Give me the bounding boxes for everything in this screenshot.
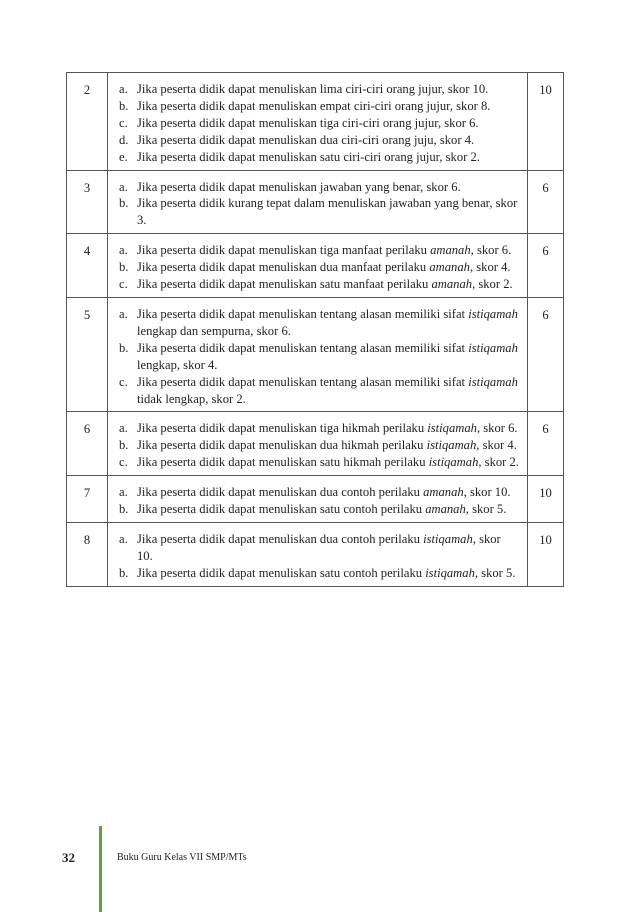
item-letter: c. (119, 374, 128, 389)
max-score: 6 (528, 412, 564, 476)
scoring-criteria (108, 234, 528, 298)
max-score: 6 (528, 234, 564, 298)
list-item (116, 276, 519, 293)
italic-term: istiqamah, (425, 565, 479, 580)
criteria-list (116, 306, 519, 407)
item-text: , skor 5. (465, 502, 507, 517)
criteria-list (116, 420, 519, 471)
italic-term: istiqamah (426, 438, 477, 453)
table-row (67, 170, 564, 234)
list-item (116, 195, 519, 229)
list-item (116, 306, 519, 340)
criteria-list (116, 484, 519, 518)
item-text: Jika peserta didik kurang tepat dalam menuliskan jawaban yang benar, skor 3. (137, 196, 518, 228)
item-text: Jika peserta didik dapat menuliskan dua hikmah perilaku (137, 438, 427, 453)
scoring-criteria (108, 297, 528, 411)
item-letter: e. (119, 149, 128, 164)
item-text: Jika peserta didik dapat menuliskan tiga ciri-ciri orang jujur, skor 6. (137, 115, 479, 130)
item-text: , skor 4. (469, 260, 511, 275)
item-text: lengkap dan sempurna, skor 6. (137, 323, 291, 338)
italic-term: amanah (423, 485, 464, 500)
item-text: Jika peserta didik dapat menuliskan tentang alasan memiliki sifat (137, 374, 469, 389)
italic-term: istiqamah (468, 306, 518, 321)
item-letter: a. (119, 179, 128, 194)
list-item (116, 531, 519, 565)
item-text: , skor 2. (472, 277, 513, 292)
list-item (116, 179, 519, 196)
italic-term: istiqamah (468, 374, 518, 389)
table-row (67, 73, 564, 171)
italic-term: amanah (425, 502, 466, 517)
item-letter: a. (119, 421, 128, 436)
table-row (67, 297, 564, 411)
table-row (67, 234, 564, 298)
item-text: Jika peserta didik dapat menuliskan dua ciri-ciri orang juju, skor 4. (137, 132, 475, 147)
item-text: Jika peserta didik dapat menuliskan empat ciri-ciri orang jujur, skor 8. (137, 98, 491, 113)
criteria-list (116, 531, 519, 582)
item-text: , skor 6. (470, 243, 512, 258)
item-text: Jika peserta didik dapat menuliskan tiga manfaat perilaku (137, 243, 431, 258)
item-text: tidak lengkap, skor 2. (137, 391, 246, 406)
list-item (116, 242, 519, 259)
scoring-criteria (108, 522, 528, 586)
list-item (116, 81, 519, 98)
item-text: Jika peserta didik dapat menuliskan jawaban yang benar, skor 6. (137, 179, 461, 194)
rubric-table-body (67, 73, 564, 587)
item-text: skor 6. (480, 421, 518, 436)
list-item (116, 565, 519, 582)
scoring-rubric-table (66, 72, 564, 587)
item-text: Jika peserta didik dapat menuliskan dua manfaat perilaku (137, 260, 430, 275)
max-score: 6 (528, 170, 564, 234)
criteria-list (116, 81, 519, 166)
item-text: Jika peserta didik dapat menuliskan satu contoh perilaku (137, 502, 426, 517)
item-text: , skor 2. (478, 455, 519, 470)
max-score: 10 (528, 522, 564, 586)
max-score: 6 (528, 297, 564, 411)
italic-term: istiqamah (428, 455, 479, 470)
question-number: 2 (67, 73, 108, 171)
list-item (116, 437, 519, 454)
item-letter: a. (119, 82, 128, 96)
item-text: Jika peserta didik dapat menuliskan dua contoh perilaku (137, 485, 424, 500)
item-letter: a. (119, 531, 128, 546)
list-item (116, 501, 519, 518)
item-letter: a. (119, 306, 128, 321)
item-text: skor 5. (478, 565, 516, 580)
question-number: 8 (67, 522, 108, 586)
page-number: 32 (62, 850, 75, 865)
italic-term: istiqamah (423, 531, 473, 546)
italic-term: istiqamah, (427, 421, 481, 436)
item-text: , skor 10. (463, 485, 511, 500)
item-letter: b. (119, 438, 129, 453)
item-letter: c. (119, 277, 128, 292)
list-item (116, 374, 519, 408)
scoring-criteria (108, 170, 528, 234)
list-item (116, 115, 519, 132)
criteria-list (116, 242, 519, 293)
list-item (116, 259, 519, 276)
list-item (116, 149, 519, 166)
question-number: 6 (67, 412, 108, 476)
item-text: Jika peserta didik dapat menuliskan satu ciri-ciri orang jujur, skor 2. (137, 149, 480, 164)
question-number: 7 (67, 476, 108, 523)
italic-term: amanah (430, 243, 471, 258)
list-item (116, 484, 519, 501)
book-title: Buku Guru Kelas VII SMP/MTs (117, 852, 247, 863)
question-number: 5 (67, 297, 108, 411)
max-score: 10 (528, 73, 564, 171)
item-letter: b. (119, 565, 129, 580)
max-score: 10 (528, 476, 564, 523)
item-text: Jika peserta didik dapat menuliskan satu hikmah perilaku (137, 455, 429, 470)
table-row (67, 412, 564, 476)
item-letter: a. (119, 243, 128, 258)
item-letter: b. (119, 502, 129, 517)
list-item (116, 420, 519, 437)
item-letter: a. (119, 485, 128, 500)
question-number: 4 (67, 234, 108, 298)
table-row (67, 522, 564, 586)
italic-term: istiqamah (468, 340, 518, 355)
item-text: , skor 10. (137, 531, 501, 563)
item-letter: b. (119, 196, 129, 211)
list-item (116, 132, 519, 149)
scoring-criteria (108, 476, 528, 523)
item-letter: b. (119, 98, 129, 113)
item-text: Jika peserta didik dapat menuliskan tentang alasan memiliki sifat (137, 306, 469, 321)
item-text: Jika peserta didik dapat menuliskan lima ciri-ciri orang jujur, skor 10. (137, 82, 489, 96)
criteria-list (116, 179, 519, 230)
item-text: Jika peserta didik dapat menuliskan satu contoh perilaku (137, 565, 426, 580)
item-letter: b. (119, 340, 129, 355)
item-text: , skor 4. (476, 438, 517, 453)
item-text: Jika peserta didik dapat menuliskan dua contoh perilaku (137, 531, 424, 546)
item-letter: b. (119, 260, 129, 275)
italic-term: amanah (429, 260, 470, 275)
table-row (67, 476, 564, 523)
item-letter: c. (119, 455, 128, 470)
list-item (116, 98, 519, 115)
scoring-criteria (108, 73, 528, 171)
item-text: Jika peserta didik dapat menuliskan satu manfaat perilaku (137, 277, 432, 292)
item-letter: c. (119, 115, 128, 130)
italic-term: amanah (431, 277, 473, 292)
scoring-criteria (108, 412, 528, 476)
item-text: Jika peserta didik dapat menuliskan tiga hikmah perilaku (137, 421, 428, 436)
item-text: lengkap, skor 4. (137, 357, 218, 372)
list-item (116, 454, 519, 471)
footer-divider (99, 826, 102, 912)
item-text: Jika peserta didik dapat menuliskan tentang alasan memiliki sifat (137, 340, 469, 355)
list-item (116, 340, 519, 374)
item-letter: d. (119, 132, 129, 147)
question-number: 3 (67, 170, 108, 234)
